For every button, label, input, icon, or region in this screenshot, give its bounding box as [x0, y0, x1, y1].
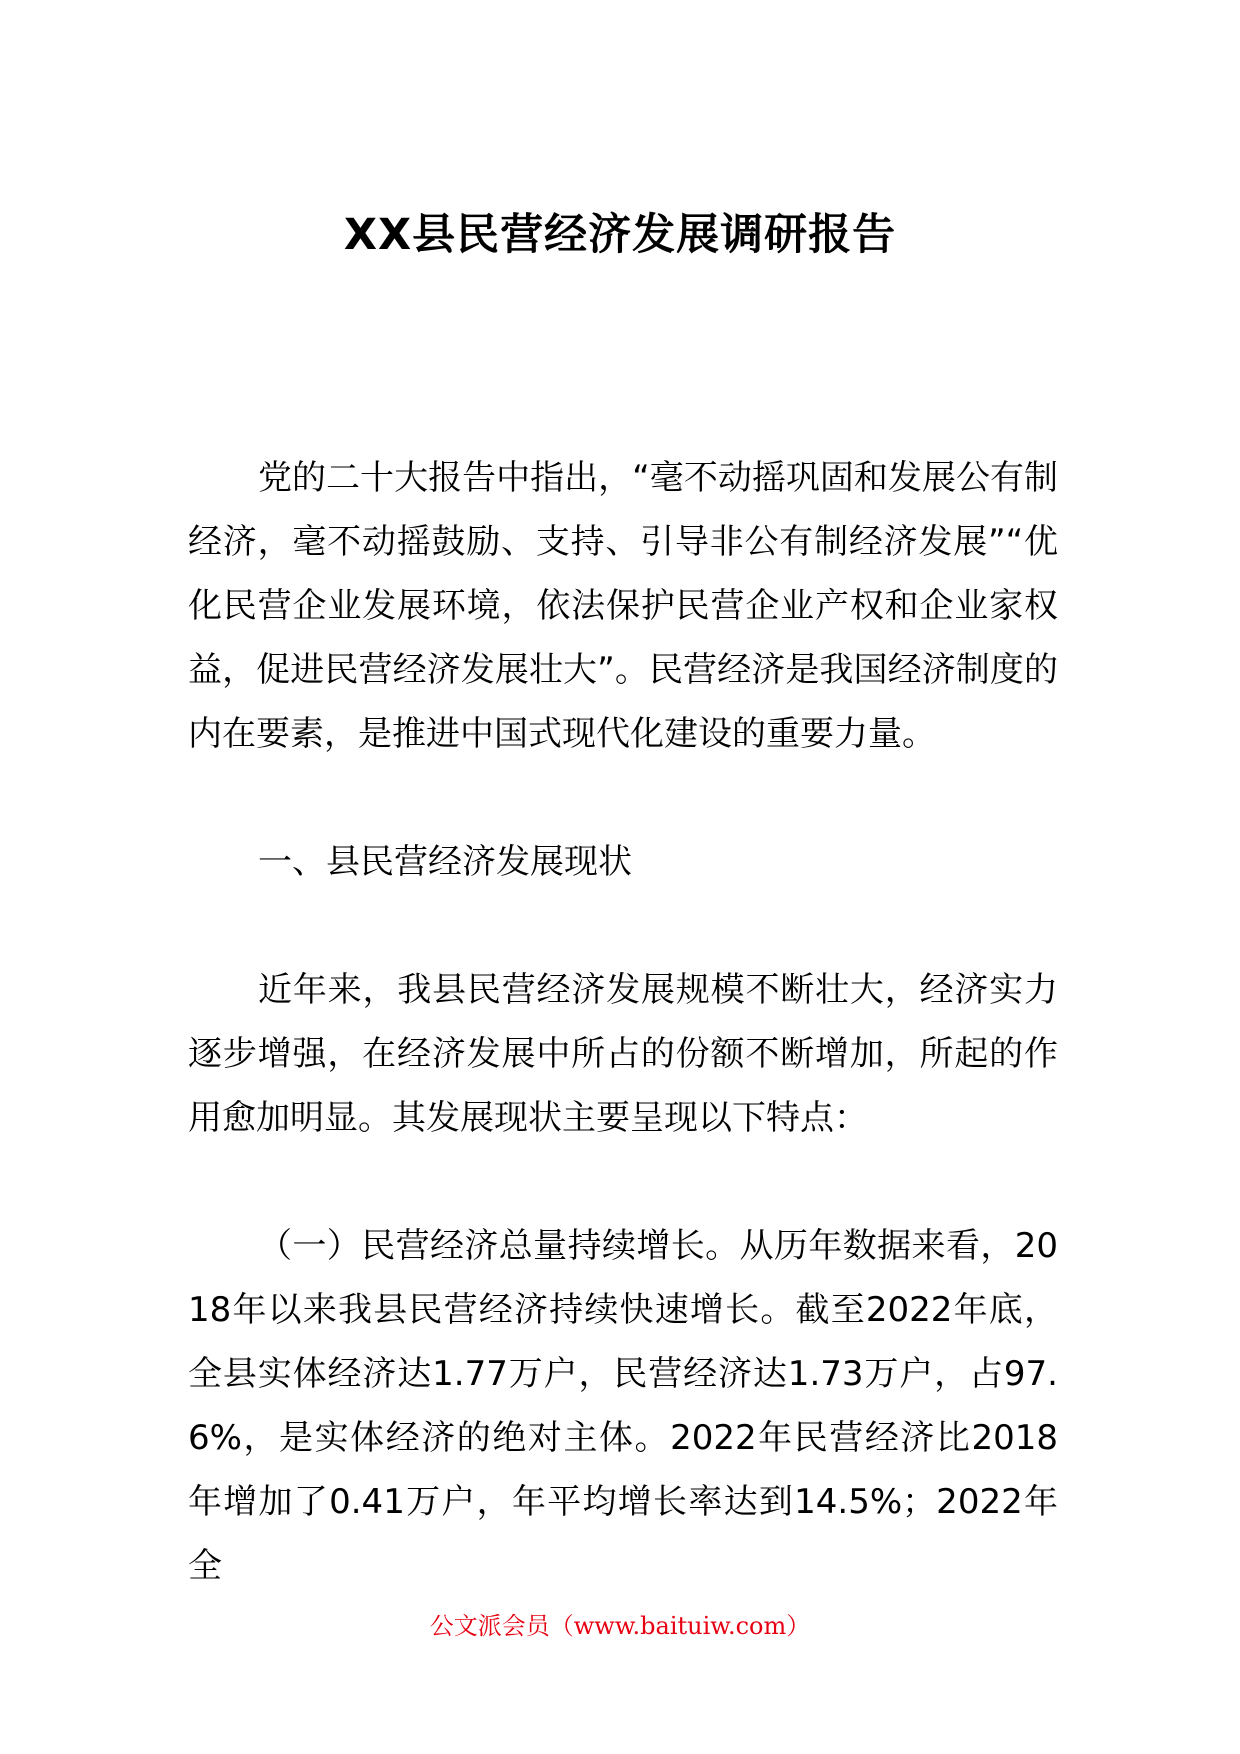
section-paragraph: 近年来，我县民营经济发展规模不断壮大，经济实力逐步增强，在经济发展中所占的份额不断增加，所起的作用愈加明显。其发展现状主要呈现以下特点：	[188, 970, 1058, 1138]
footer-watermark: 公文派会员（www.baituiw.com）	[429, 1612, 811, 1640]
document-title: XX县民营经济发展调研报告	[343, 210, 897, 260]
subsection-paragraph: （一）民营经济总量持续增长。从历年数据来看，2018年以来我县民营经济持续快速增长。截至2022年底，全县实体经济达1.77万户，民营经济达1.73万户，占97.6%，是实体经济的绝对主体。2022年民营经济比2018年增加了0.41万户，年平均增长率达到14.5%；2022年全	[188, 1226, 1058, 1586]
document-body	[188, 446, 1058, 1598]
intro-paragraph: 党的二十大报告中指出，“毫不动摇巩固和发展公有制经济，毫不动摇鼓励、支持、引导非公有制经济发展”“优化民营企业发展环境，依法保护民营企业产权和企业家权益，促进民营经济发展壮大”。民营经济是我国经济制度的内在要素，是推进中国式现代化建设的重要力量。	[188, 458, 1058, 754]
section-heading: 一、县民营经济发展现状	[258, 842, 632, 882]
